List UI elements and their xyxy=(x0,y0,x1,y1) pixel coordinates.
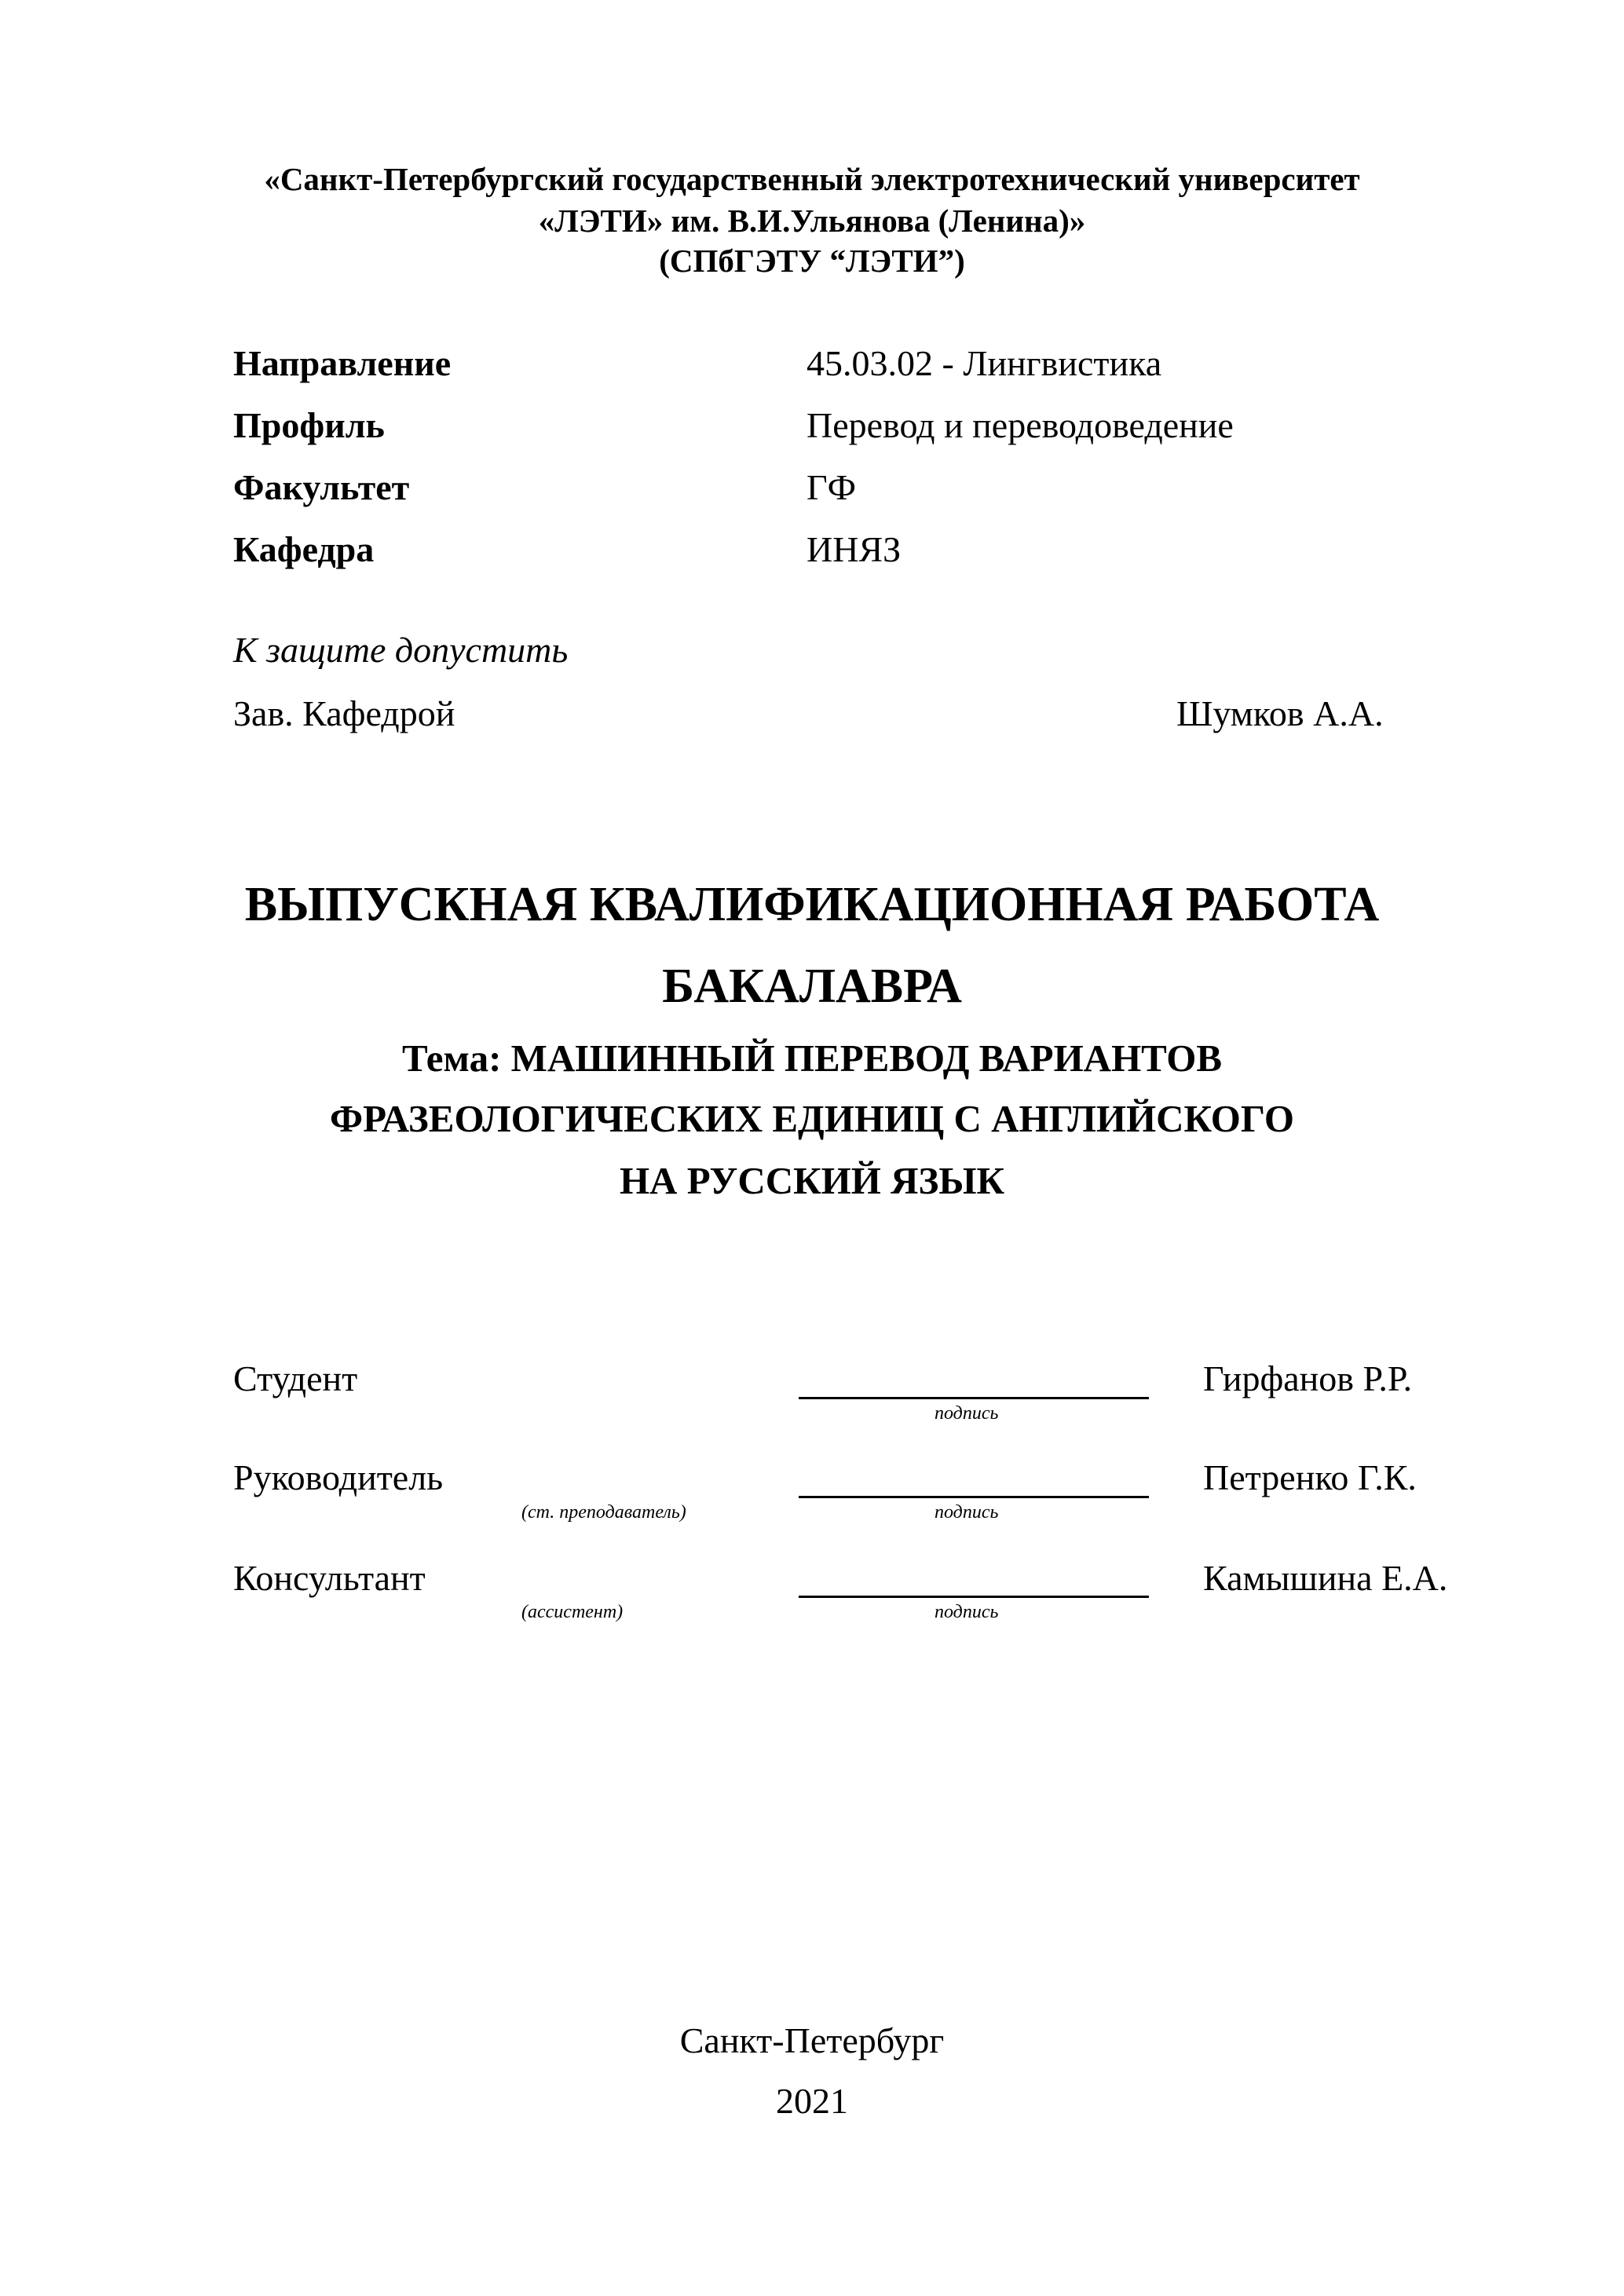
signature-line-supervisor xyxy=(799,1496,1149,1498)
info-label-direction: Направление xyxy=(233,343,452,383)
signature-caption: подпись xyxy=(935,1602,999,1622)
info-value-direction: 45.03.02 - Лингвистика xyxy=(807,343,1162,383)
approval-role: Зав. Кафедрой xyxy=(233,693,455,733)
signature-position-supervisor: (ст. преподаватель) xyxy=(521,1502,686,1523)
university-name-line2: «ЛЭТИ» им. В.И.Ульянова (Ленина)» xyxy=(538,203,1086,239)
signature-name-supervisor: Петренко Г.К. xyxy=(1203,1457,1417,1497)
signature-role-supervisor: Руководитель xyxy=(233,1457,444,1497)
footer-year: 2021 xyxy=(776,2081,848,2121)
signature-role-consultant: Консультант xyxy=(233,1558,426,1598)
signature-position-consultant: (ассистент) xyxy=(521,1602,624,1622)
info-label-profile: Профиль xyxy=(233,405,385,445)
footer-city: Санкт-Петербург xyxy=(679,2020,945,2060)
topic-line2: ФРАЗЕОЛОГИЧЕСКИХ ЕДИНИЦ С АНГЛИЙСКОГО xyxy=(330,1097,1294,1140)
topic-line3: НА РУССКИЙ ЯЗЫК xyxy=(619,1159,1005,1202)
signature-name-consultant: Камышина Е.А. xyxy=(1203,1558,1448,1598)
info-label-department: Кафедра xyxy=(233,529,375,569)
signature-caption: подпись xyxy=(935,1502,999,1523)
signature-role-student: Студент xyxy=(233,1358,358,1398)
info-value-department: ИНЯЗ xyxy=(807,529,902,569)
work-title: ВЫПУСКНАЯ КВАЛИФИКАЦИОННАЯ РАБОТА xyxy=(244,878,1380,931)
signature-caption: подпись xyxy=(935,1403,999,1424)
info-label-faculty: Факультет xyxy=(233,467,410,507)
topic-line1: Тема: МАШИННЫЙ ПЕРЕВОД ВАРИАНТОВ xyxy=(401,1036,1223,1080)
signature-name-student: Гирфанов Р.Р. xyxy=(1203,1358,1413,1398)
approval-name: Шумков А.А. xyxy=(1176,693,1384,733)
approval-note: К защите допустить xyxy=(233,630,569,670)
university-name: «Санкт-Петербургский государственный электротехнический университет xyxy=(264,161,1360,197)
info-value-faculty: ГФ xyxy=(807,467,856,507)
signature-line-consultant xyxy=(799,1596,1149,1598)
university-abbr: (СПбГЭТУ “ЛЭТИ”) xyxy=(659,243,965,279)
work-title-line2: БАКАЛАВРА xyxy=(662,960,962,1013)
info-value-profile: Перевод и переводоведение xyxy=(807,405,1234,445)
signature-line-student xyxy=(799,1397,1149,1399)
